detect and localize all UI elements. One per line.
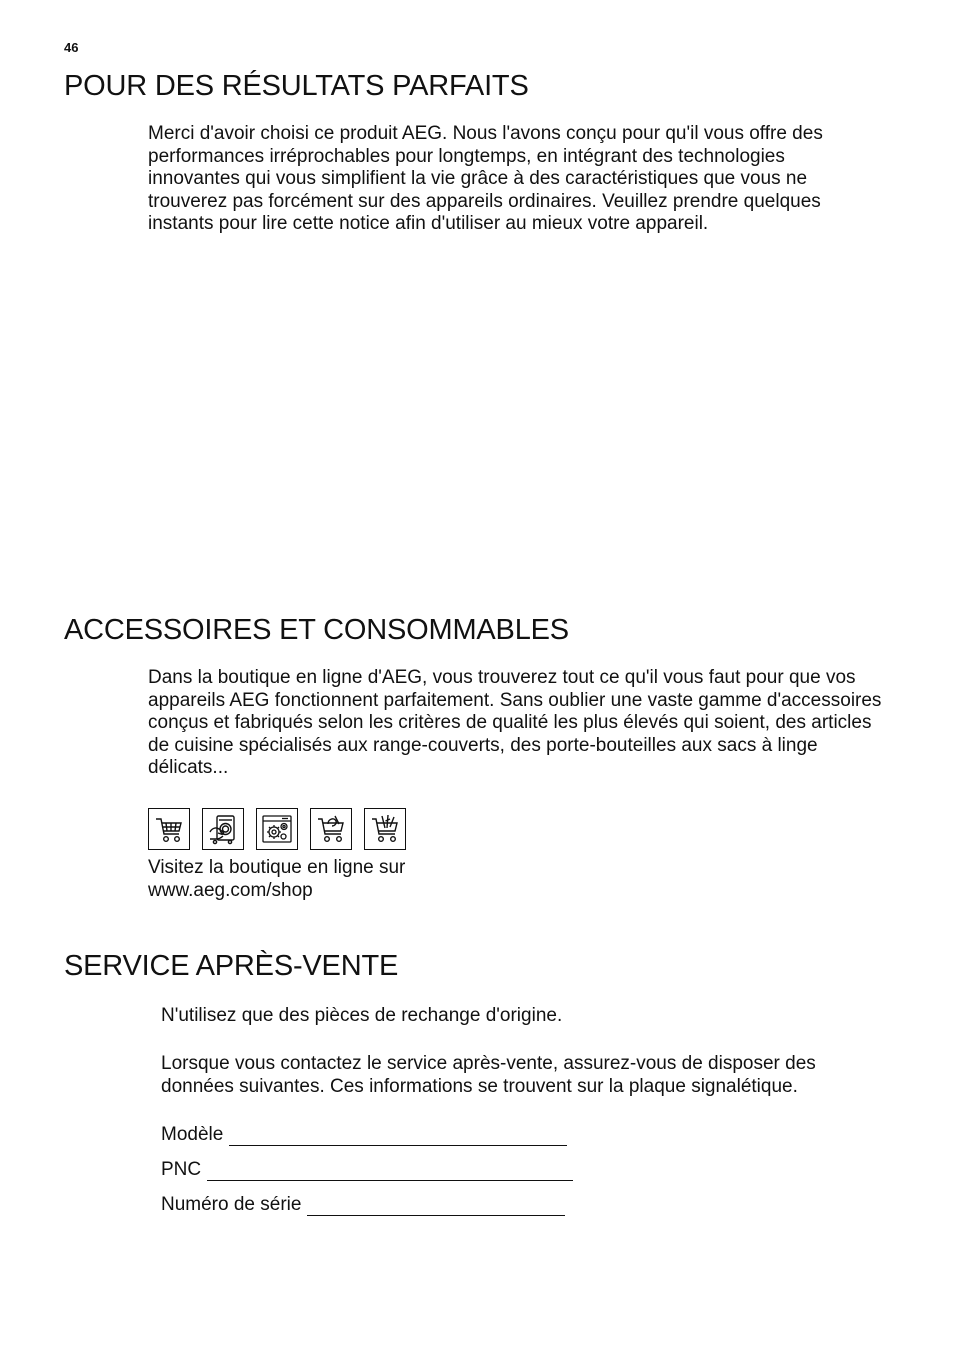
section-title-accessories: ACCESSOIRES ET CONSOMMABLES xyxy=(64,614,569,646)
cart-tools-icon xyxy=(364,808,406,850)
model-field-line[interactable] xyxy=(229,1127,567,1146)
shop-caption xyxy=(148,857,405,902)
service-paragraph: Lorsque vous contactez le service après-vente, assurez-vous de disposer des données suivantes. Ces informations se trouvent sur la plaque signalétique. xyxy=(161,1053,816,1097)
shopping-cart-icon xyxy=(148,808,190,850)
section-title-results: POUR DES RÉSULTATS PARFAITS xyxy=(64,70,529,102)
pnc-field-row xyxy=(161,1159,573,1181)
pnc-field-line[interactable] xyxy=(207,1162,573,1181)
serial-field-row xyxy=(161,1194,565,1216)
accessories-paragraph: Dans la boutique en ligne d'AEG, vous trouverez tout ce qu'il vous faut pour que vos appareils AEG fonctionnent parfaitement. Sans oublier une vaste gamme d'accessoires conçus et fabriqués selon les critères de qualité les plus élevés qui soient, des articles de cuisine spécialisés aux range-couverts, des porte-bouteilles aux sacs à linge délicats... xyxy=(148,667,882,779)
shop-url-link[interactable]: www.aeg.com/shop xyxy=(148,879,313,901)
section-title-service: SERVICE APRÈS-VENTE xyxy=(64,950,399,982)
shop-caption-line: Visitez la boutique en ligne sur xyxy=(148,857,406,878)
appliance-hand-icon xyxy=(202,808,244,850)
serial-field-line[interactable] xyxy=(307,1197,565,1216)
model-field-label: Modèle xyxy=(161,1124,224,1145)
settings-gears-icon xyxy=(256,808,298,850)
pnc-field-label: PNC xyxy=(161,1159,202,1180)
cart-kitchen-icon xyxy=(310,808,352,850)
shop-icon-row xyxy=(148,808,406,850)
serial-field-label: Numéro de série xyxy=(161,1194,302,1215)
results-paragraph: Merci d'avoir choisi ce produit AEG. Nous l'avons conçu pour qu'il vous offre des performances irréprochables pour longtemps, en intégrant des technologies innovantes qui vous simplifient la vie grâce à des caractéristiques que vous ne trouverez pas forcément sur des appareils ordinaires. Veuillez prendre quelques instants pour lire cette notice afin d'utiliser au mieux votre appareil. xyxy=(148,123,823,235)
service-intro: N'utilisez que des pièces de rechange d'origine. xyxy=(161,1005,563,1026)
model-field-row xyxy=(161,1124,567,1146)
page-number: 46 xyxy=(64,40,79,55)
